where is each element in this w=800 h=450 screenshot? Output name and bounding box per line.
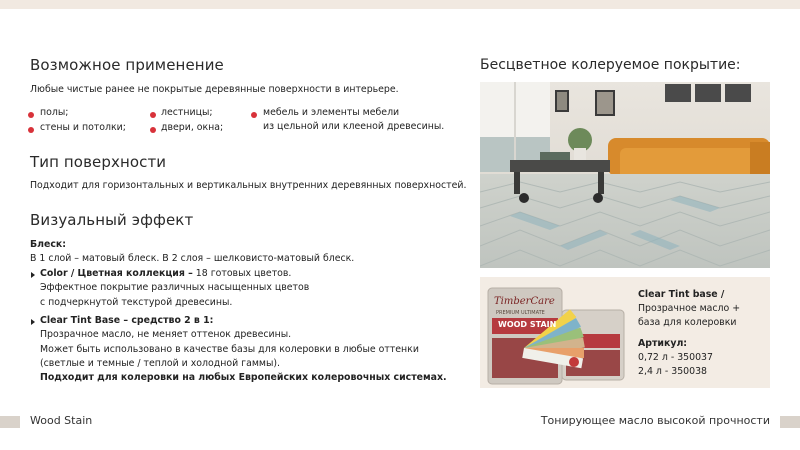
surface-title: Тип поверхности (30, 153, 167, 171)
article-value: 0,72 л - 350037 (638, 352, 713, 363)
product-desc: Прозрачное масло + (638, 303, 741, 314)
visual-title: Визуальный эффект (30, 211, 194, 229)
product-name: Clear Tint base / (638, 289, 725, 300)
top-band (0, 0, 800, 9)
bullet-dot (150, 127, 156, 133)
clear-tint-desc: Прозрачное масло, не меняет оттенок древесины. (40, 329, 292, 340)
gloss-label: Блеск: (30, 239, 67, 250)
product-desc: база для колеровки (638, 317, 737, 328)
can-brand: TimberCare (494, 296, 555, 307)
footer-left: Wood Stain (30, 414, 93, 427)
can-line: PREMIUM ULTIMATE (496, 310, 545, 316)
bullet-dot (28, 127, 34, 133)
interior-photo (480, 82, 770, 268)
clear-tint-desc: (светлые и темные / теплой и холодной гаммы). (40, 358, 281, 369)
color-collection-desc: Эффектное покрытие различных насыщенных цветов (40, 282, 310, 293)
can-product: WOOD STAIN (498, 320, 557, 329)
arrow-bullet-icon (31, 319, 35, 325)
clear-tint-title: Clear Tint Base – средство 2 в 1: (40, 315, 214, 326)
arrow-bullet-icon (31, 272, 35, 278)
article-label: Артикул: (638, 338, 688, 349)
application-intro: Любые чистые ранее не покрытые деревянные поверхности в интерьере. (30, 84, 399, 95)
application-item: полы; (40, 107, 69, 118)
bullet-dot (150, 112, 156, 118)
surface-text: Подходит для горизонтальных и вертикальных внутренних деревянных поверхностей. (30, 180, 467, 191)
application-title: Возможное применение (30, 56, 224, 74)
application-item: стены и потолки; (40, 122, 126, 133)
color-collection-line: Color / Цветная коллекция – 18 готовых цветов. (40, 268, 292, 279)
clear-tint-desc: Может быть использовано в качестве базы для колеровки в любые оттенки (40, 344, 419, 355)
footer-right: Тонирующее масло высокой прочности (540, 414, 770, 427)
bullet-dot (28, 112, 34, 118)
application-item: мебель и элементы мебели (263, 107, 400, 118)
gloss-text: В 1 слой – матовый блеск. В 2 слоя – шелковисто-матовый блеск. (30, 253, 355, 264)
application-item: лестницы; (161, 107, 213, 118)
right-title: Бесцветное колеруемое покрытие: (480, 57, 741, 73)
application-item: двери, окна; (161, 122, 224, 133)
clear-tint-note: Подходит для колеровки на любых Европейских колеровочных системах. (40, 372, 447, 383)
bullet-dot (251, 112, 257, 118)
application-item-continued: из цельной или клееной древесины. (263, 121, 445, 132)
footer-accent-right (780, 416, 800, 428)
article-value: 2,4 л - 350038 (638, 366, 708, 377)
footer-accent-left (0, 416, 20, 428)
product-image (484, 282, 634, 397)
color-collection-desc: с подчеркнутой текстурой древесины. (40, 297, 233, 308)
